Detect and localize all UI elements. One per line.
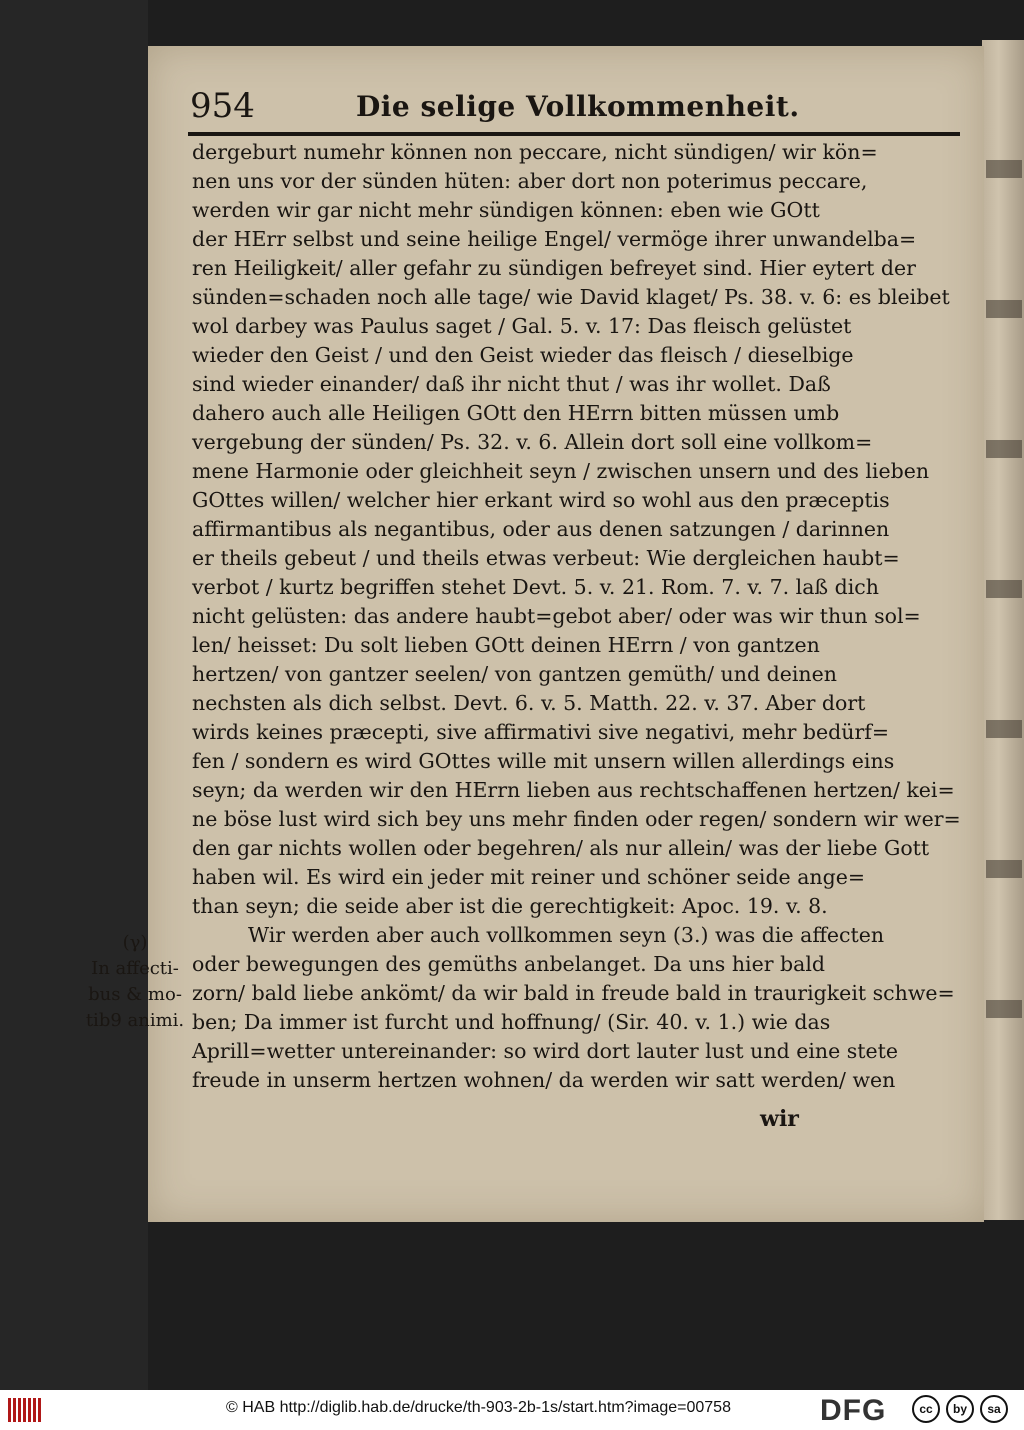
text-line: than seyn; die seide aber ist die gerechtigkeit: Apoc. 19. v. 8.: [192, 894, 828, 918]
header-rule: [188, 132, 960, 136]
text-line: ne böse lust wird sich bey uns mehr finden oder regen/ sondern wir wer=: [192, 807, 961, 831]
margin-note: (γ): [122, 932, 148, 953]
text-line: fen / sondern es wird GOttes wille mit unsern willen allerdings eins: [192, 749, 895, 773]
margin-notes: [70, 930, 200, 1034]
text-line: haben wil. Es wird ein jeder mit reiner und schöner seide ange=: [192, 865, 866, 889]
text-line: ben; Da immer ist furcht und hoffnung/ (Sir. 40. v. 1.) wie das: [192, 1010, 831, 1034]
text-line: den gar nichts wollen oder begehren/ als nur allein/ was der liebe Gott: [192, 836, 930, 860]
page-number: 954: [190, 86, 255, 126]
sa-icon: sa: [980, 1395, 1008, 1423]
license-icons[interactable]: [912, 1395, 1008, 1423]
text-line: werden wir gar nicht mehr sündigen können: eben wie GOtt: [192, 198, 820, 222]
running-title: Die selige Vollkommenheit.: [356, 90, 800, 123]
facing-page-edge: [982, 40, 1024, 1220]
text-line: nen uns vor der sünden hüten: aber dort non poterimus peccare,: [192, 169, 868, 193]
text-line: dahero auch alle Heiligen GOtt den HErrn bitten müssen umb: [192, 401, 840, 425]
by-icon: by: [946, 1395, 974, 1423]
margin-note: tib9 animi.: [85, 1010, 185, 1031]
margin-note: bus & mo-: [88, 984, 182, 1005]
page-header: [190, 86, 830, 126]
text-line: vergebung der sünden/ Ps. 32. v. 6. Allein dort soll eine vollkom=: [192, 430, 873, 454]
text-line: er theils gebeut / und theils etwas verbeut: Wie dergleichen haubt=: [192, 546, 900, 570]
text-line: wirds keines præcepti, sive affirmativi sive negativi, mehr bedürf=: [192, 720, 890, 744]
text-line: freude in unserm hertzen wohnen/ da werden wir satt werden/ wen: [192, 1068, 896, 1092]
text-line: zorn/ bald liebe ankömt/ da wir bald in freude bald in traurigkeit schwe=: [192, 981, 955, 1005]
barcode-icon: [8, 1398, 44, 1422]
text-line: sind wieder einander/ daß ihr nicht thut / was ihr wollet. Daß: [192, 372, 831, 396]
text-line: dergeburt numehr können non peccare, nicht sündigen/ wir kön=: [192, 140, 878, 164]
text-line: hertzen/ von gantzer seelen/ von gantzen gemüth/ und deinen: [192, 662, 837, 686]
text-line: verbot / kurtz begriffen stehet Devt. 5. v. 21. Rom. 7. v. 7. laß dich: [192, 575, 879, 599]
text-line: oder bewegungen des gemüths anbelanget. Da uns hier bald: [192, 952, 826, 976]
dfg-logo: DFG: [820, 1394, 887, 1427]
text-line: Aprill=wetter untereinander: so wird dort lauter lust und eine stete: [192, 1039, 899, 1063]
text-line: seyn; da werden wir den HErrn lieben aus rechtschaffenen hertzen/ kei=: [192, 778, 955, 802]
attribution-link[interactable]: © HAB http://diglib.hab.de/drucke/th-903-2b-1s/start.htm?image=00758: [226, 1399, 731, 1416]
text-line: der HErr selbst und seine heilige Engel/ vermöge ihrer unwandelba=: [192, 227, 917, 251]
body-text: [192, 138, 961, 1095]
text-line: wol darbey was Paulus saget / Gal. 5. v. 17: Das fleisch gelüstet: [192, 314, 852, 338]
margin-note: In affecti-: [91, 958, 179, 979]
text-line: wieder den Geist / und den Geist wieder das fleisch / dieselbige: [192, 343, 854, 367]
dark-border: [0, 0, 148, 1390]
text-line: sünden=schaden noch alle tage/ wie David klaget/ Ps. 38. v. 6: es bleibet: [192, 285, 950, 309]
text-line: nechsten als dich selbst. Devt. 6. v. 5. Matth. 22. v. 37. Aber dort: [192, 691, 866, 715]
footer-bar: [0, 1390, 1024, 1430]
text-line: ren Heiligkeit/ aller gefahr zu sündigen befreyet sind. Hier eytert der: [192, 256, 916, 280]
text-line: affirmantibus als negantibus, oder aus denen satzungen / darinnen: [192, 517, 890, 541]
text-line: GOttes willen/ welcher hier erkant wird so wohl aus den præceptis: [192, 488, 890, 512]
catchword: wir: [760, 1106, 799, 1132]
cc-icon: cc: [912, 1395, 940, 1423]
text-line: mene Harmonie oder gleichheit seyn / zwischen unsern und des lieben: [192, 459, 930, 483]
text-line: nicht gelüsten: das andere haubt=gebot aber/ oder was wir thun sol=: [192, 604, 921, 628]
text-line: len/ heisset: Du solt lieben GOtt deinen HErrn / von gantzen: [192, 633, 820, 657]
text-line: Wir werden aber auch vollkommen seyn (3.) was die affecten: [248, 923, 885, 947]
